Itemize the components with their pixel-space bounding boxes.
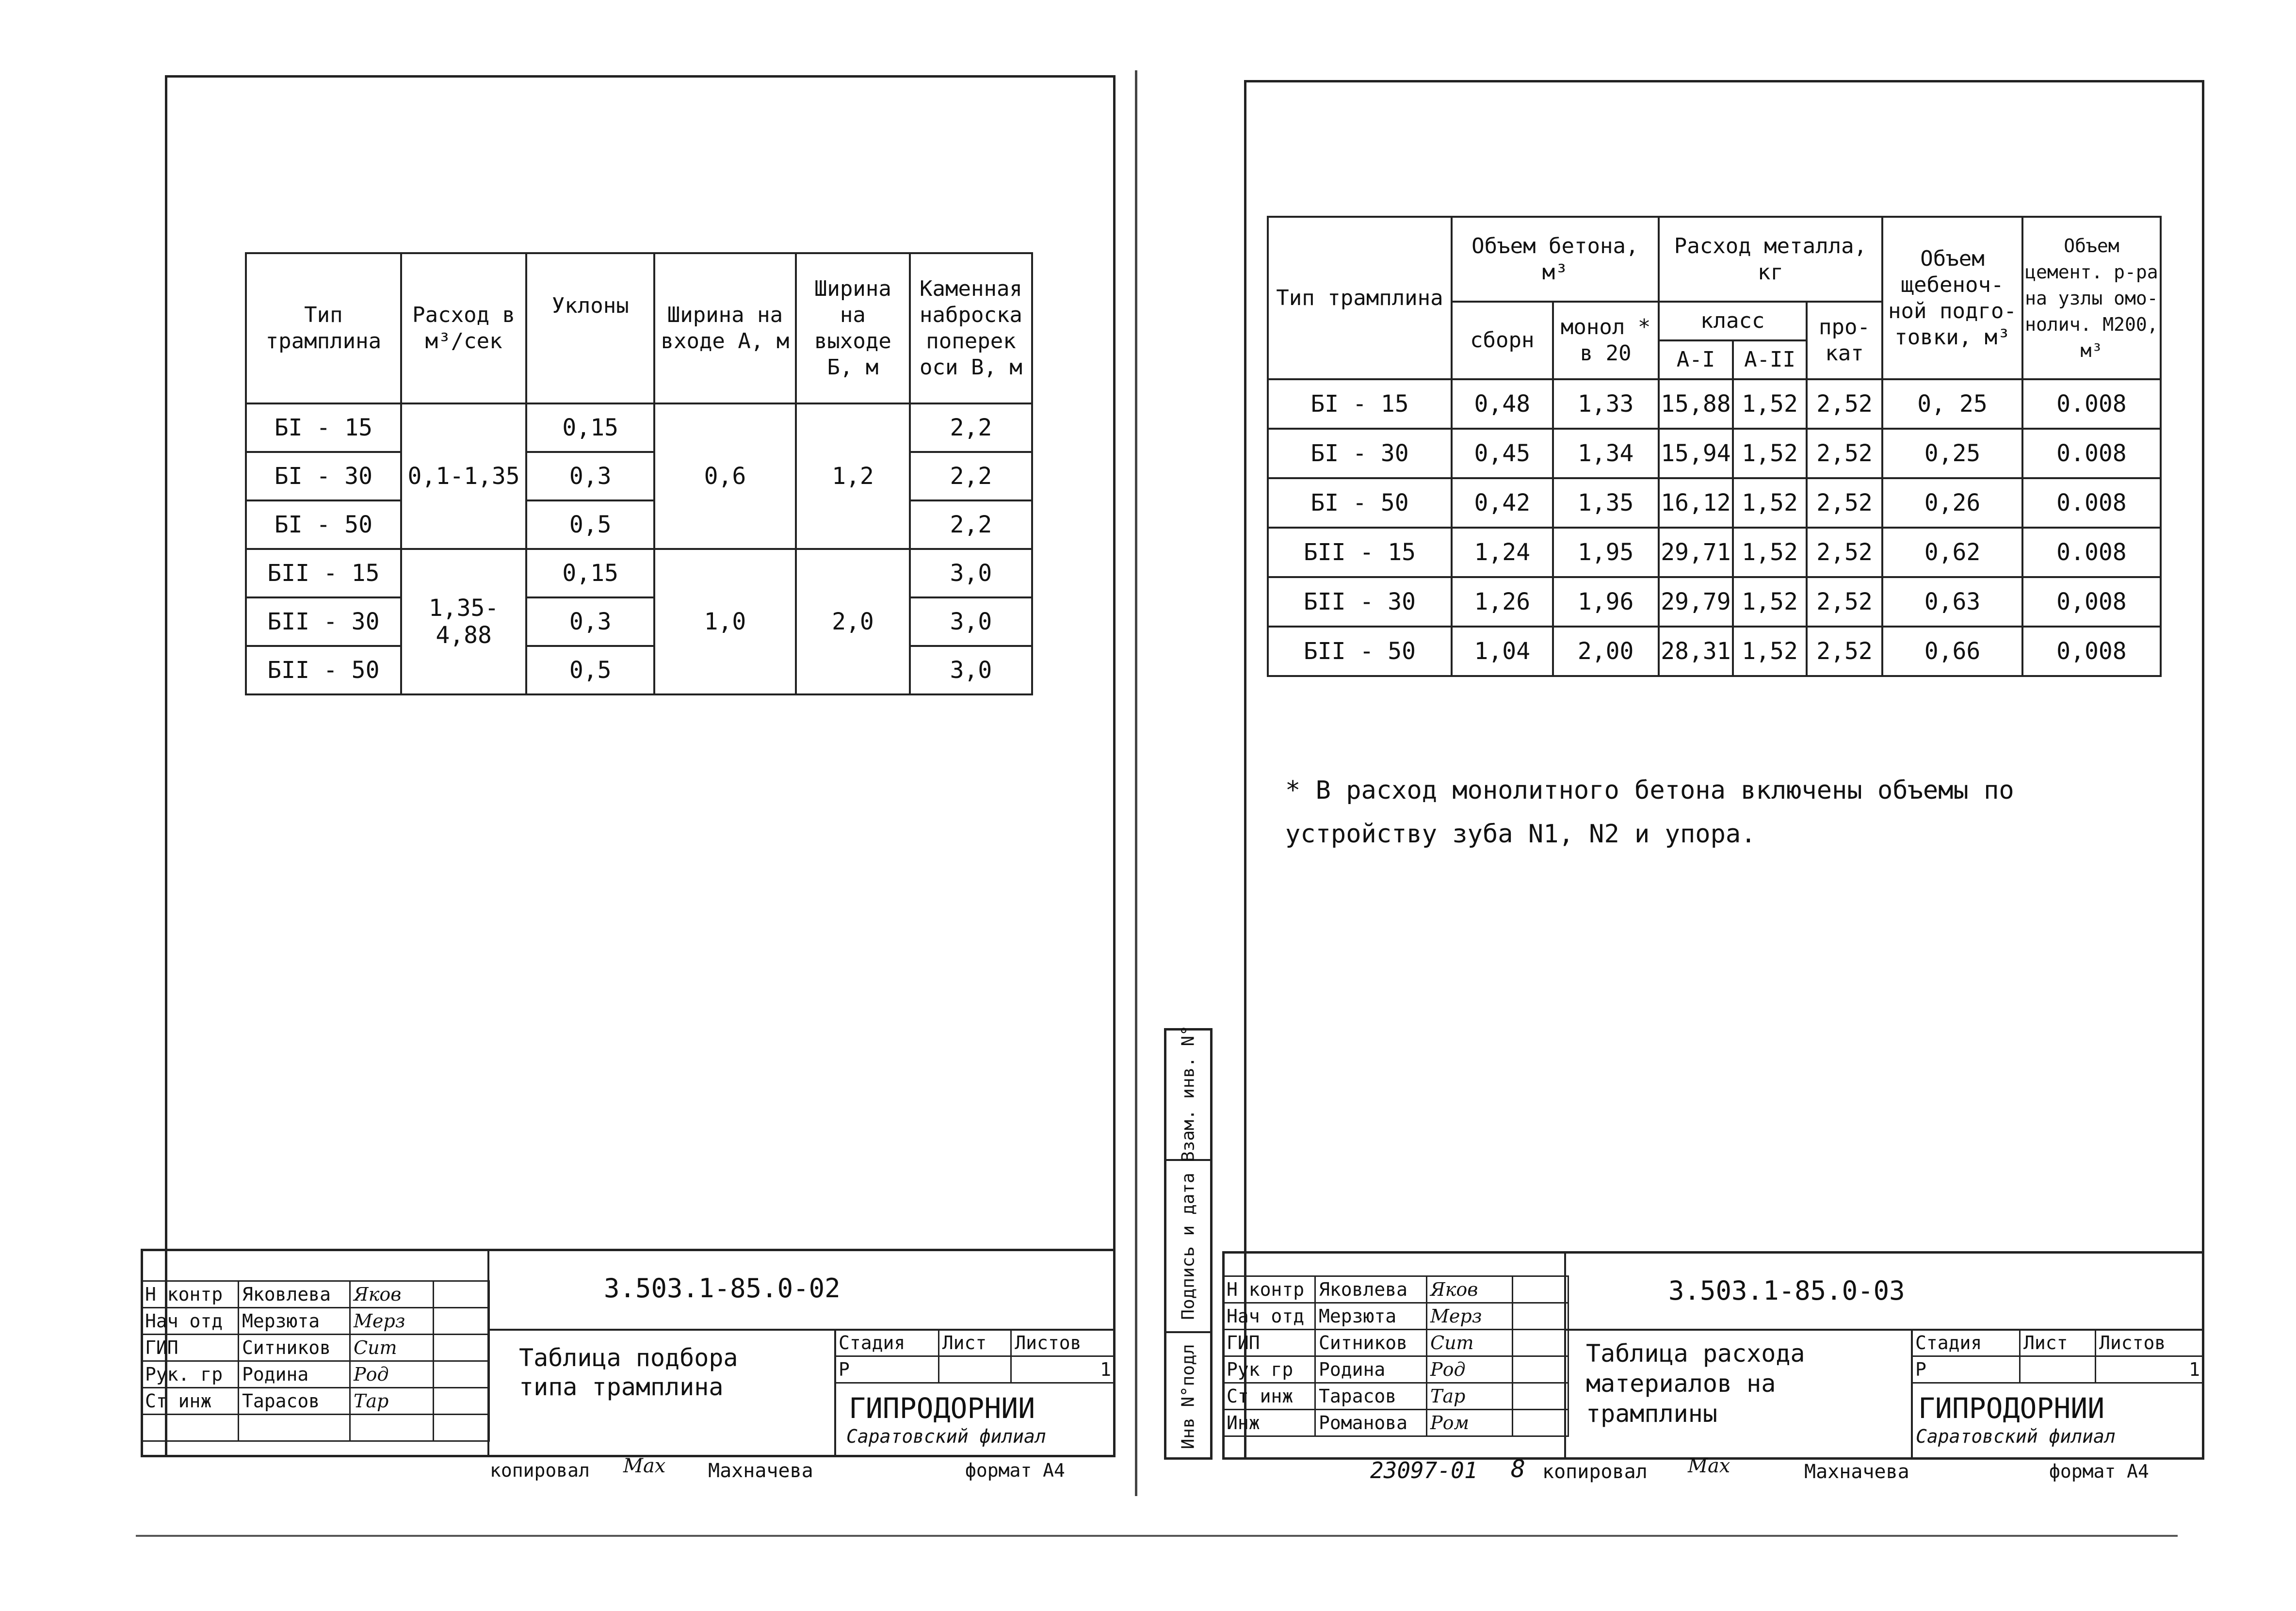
table-cell: 2,52 xyxy=(1807,627,1882,676)
table-cell: 29,79 xyxy=(1659,577,1733,627)
signature: Ром xyxy=(1427,1410,1513,1436)
sheet-label: Лист xyxy=(938,1330,1011,1356)
col-header-a2: А-II xyxy=(1733,340,1807,379)
table-cell: 0,1-1,35 xyxy=(401,403,527,549)
signature: Мерз xyxy=(350,1308,434,1335)
stage-label: Стадия xyxy=(1912,1330,2020,1356)
table-row xyxy=(1268,627,2161,676)
footer-copied: копировал xyxy=(490,1460,590,1481)
table-cell: 2,2 xyxy=(910,452,1032,500)
left-sheet-divider xyxy=(1135,70,1137,1496)
doc-code: 3.503.1-85.0-02 xyxy=(604,1273,841,1304)
sheets-value: 1 xyxy=(1011,1356,1115,1383)
table-cell: БI - 15 xyxy=(1268,379,1452,429)
role-label: ГИП xyxy=(142,1335,239,1361)
col-header-metal: Расход металла, кг xyxy=(1659,217,1883,302)
table-cell: 1,04 xyxy=(1452,627,1553,676)
footer-copied: копировал xyxy=(1542,1461,1648,1483)
table-cell: БI - 30 xyxy=(1268,429,1452,478)
table-cell: БI - 50 xyxy=(1268,478,1452,528)
table-cell: 1,35 xyxy=(1553,478,1659,528)
sheets-value: 1 xyxy=(2095,1356,2203,1383)
person-name: Яковлева xyxy=(1315,1276,1427,1303)
stage-grid xyxy=(1911,1329,2204,1384)
table-cell: 15,94 xyxy=(1659,429,1733,478)
table-cell: БII - 50 xyxy=(1268,627,1452,676)
col-header-rolled: про- кат xyxy=(1807,302,1882,379)
signature: Мерз xyxy=(1427,1303,1513,1330)
table-cell: 1,96 xyxy=(1553,577,1659,627)
col-header-type: Тип трамплина xyxy=(246,253,401,403)
sheet-value xyxy=(938,1356,1011,1383)
footer-copier: Махначева xyxy=(1804,1461,1909,1483)
table-cell: 2,52 xyxy=(1807,478,1882,528)
role-label: Н контр xyxy=(142,1281,239,1308)
person-name: Родина xyxy=(1315,1356,1427,1383)
role-label: Ст инж xyxy=(142,1388,239,1415)
col-header-width-in: Ширина на входе А, м xyxy=(654,253,796,403)
signature: Род xyxy=(1427,1356,1513,1383)
table-cell: 0,008 xyxy=(2022,577,2161,627)
col-header-stone: Каменная наброска поперек оси В, м xyxy=(910,253,1032,403)
footer-copier: Махначева xyxy=(708,1460,813,1482)
table-cell: 2,52 xyxy=(1807,429,1882,478)
role-label: Рук гр xyxy=(1223,1356,1315,1383)
table-cell: 28,31 xyxy=(1659,627,1733,676)
role-label: Ст инж xyxy=(1223,1383,1315,1410)
table-cell: 1,0 xyxy=(654,549,796,694)
stage-label: Стадия xyxy=(835,1330,939,1356)
table-cell: 1,95 xyxy=(1553,528,1659,577)
table-row xyxy=(1268,577,2161,627)
sheet-title: Таблица подбора типа трамплина xyxy=(519,1344,738,1401)
role-label: Инж xyxy=(1223,1410,1315,1436)
table-cell: 1,52 xyxy=(1733,429,1807,478)
table-cell: 2,52 xyxy=(1807,528,1882,577)
table-cell: БI - 30 xyxy=(246,452,401,500)
sheet-label: Лист xyxy=(2020,1330,2096,1356)
role-label: Нач отд xyxy=(142,1308,239,1335)
table-cell: 0.008 xyxy=(2022,379,2161,429)
table-cell: 1,52 xyxy=(1733,627,1807,676)
col-header-concrete: Объем бетона, м³ xyxy=(1452,217,1659,302)
table-cell: 3,0 xyxy=(910,549,1032,597)
person-name: Мерзюта xyxy=(239,1308,350,1335)
table-cell: 0,5 xyxy=(526,646,654,694)
person-name: Романова xyxy=(1315,1410,1427,1436)
sheets-label: Листов xyxy=(2095,1330,2203,1356)
table-cell: 0, 25 xyxy=(1882,379,2022,429)
table-cell: 1,24 xyxy=(1452,528,1553,577)
col-header-type: Тип трамплина xyxy=(1268,217,1452,379)
table-cell: БII - 30 xyxy=(1268,577,1452,627)
footer-inventory: 23097-01 xyxy=(1370,1457,1478,1483)
table-row xyxy=(1268,478,2161,528)
stage-value: Р xyxy=(835,1356,939,1383)
signature: Тар xyxy=(350,1388,434,1415)
person-name: Тарасов xyxy=(1315,1383,1427,1410)
footnote: * В расход монолитного бетона включены объемы по устройству зуба N1, N2 и упора. xyxy=(1285,776,2014,849)
table-cell: 0,62 xyxy=(1882,528,2022,577)
col-header-slopes: Уклоны xyxy=(526,253,654,403)
table-cell: БII - 15 xyxy=(1268,528,1452,577)
table-cell: 15,88 xyxy=(1659,379,1733,429)
table-cell: 0,63 xyxy=(1882,577,2022,627)
table-row xyxy=(1268,379,2161,429)
table-cell: 2,2 xyxy=(910,500,1032,549)
col-header-flow: Расход в м³/сек xyxy=(401,253,527,403)
table-cell: БII - 30 xyxy=(246,597,401,646)
table-cell: 2,2 xyxy=(910,403,1032,452)
person-name: Мерзюта xyxy=(1315,1303,1427,1330)
sheets-label: Листов xyxy=(1011,1330,1115,1356)
table-cell: 0,6 xyxy=(654,403,796,549)
table-cell: 0,008 xyxy=(2022,627,2161,676)
signature: Сит xyxy=(1427,1330,1513,1356)
table-cell: 1,52 xyxy=(1733,577,1807,627)
table-cell: 0,15 xyxy=(526,549,654,597)
person-name: Ситников xyxy=(239,1335,350,1361)
sheet-title: Таблица расхода материалов на трамплины xyxy=(1586,1339,1805,1428)
col-header-prefab: сборн xyxy=(1452,302,1553,379)
table-cell: БI - 15 xyxy=(246,403,401,452)
table-cell: 1,52 xyxy=(1733,478,1807,528)
table-cell: 0.008 xyxy=(2022,528,2161,577)
side-label-replacement: Взам. инв. N° xyxy=(1178,1025,1198,1162)
table-cell: 2,00 xyxy=(1553,627,1659,676)
col-header-mono: монол * в 20 xyxy=(1553,302,1659,379)
table-cell: БII - 50 xyxy=(246,646,401,694)
page-bottom-rule xyxy=(136,1535,2178,1537)
table-cell: 2,52 xyxy=(1807,577,1882,627)
table-cell: 0,66 xyxy=(1882,627,2022,676)
table-cell: 1,33 xyxy=(1553,379,1659,429)
org-branch: Саратовский филиал xyxy=(846,1426,1046,1447)
footer-copier-sign: Мах xyxy=(1688,1455,1730,1477)
role-label: ГИП xyxy=(1223,1330,1315,1356)
side-label-signature-date: Подпись и дата xyxy=(1178,1173,1198,1320)
signature: Яков xyxy=(1427,1276,1513,1303)
table-cell: БII - 15 xyxy=(246,549,401,597)
strip-divider xyxy=(1164,1331,1213,1333)
table-cell: 3,0 xyxy=(910,597,1032,646)
stage-value: Р xyxy=(1912,1356,2020,1383)
stage-grid xyxy=(834,1329,1116,1384)
signature: Яков xyxy=(350,1281,434,1308)
table-cell: 1,52 xyxy=(1733,528,1807,577)
signature: Тар xyxy=(1427,1383,1513,1410)
table-cell: 1,26 xyxy=(1452,577,1553,627)
table-cell: 0,3 xyxy=(526,597,654,646)
footer-format: формат А4 xyxy=(965,1460,1065,1481)
stamp-divider xyxy=(487,1249,489,1457)
person-name: Родина xyxy=(239,1361,350,1388)
footer-page: 8 xyxy=(1511,1455,1526,1483)
org-name: ГИПРОДОРНИИ xyxy=(1918,1392,2105,1425)
role-label: Нач отд xyxy=(1223,1303,1315,1330)
doc-code: 3.503.1-85.0-03 xyxy=(1668,1275,1905,1306)
stamp-divider xyxy=(1564,1251,1566,1460)
table-cell: 0.008 xyxy=(2022,429,2161,478)
table-cell: 1,2 xyxy=(796,403,910,549)
table-cell: 0.008 xyxy=(2022,478,2161,528)
left-signature-grid xyxy=(141,1280,490,1442)
table-cell: 1,35-4,88 xyxy=(401,549,527,694)
table-cell: 0,42 xyxy=(1452,478,1553,528)
table-cell: 16,12 xyxy=(1659,478,1733,528)
table-cell: 0,15 xyxy=(526,403,654,452)
right-materials-table xyxy=(1267,216,2162,677)
table-row xyxy=(1268,528,2161,577)
table-cell: 0,26 xyxy=(1882,478,2022,528)
sheet-value xyxy=(2020,1356,2096,1383)
right-signature-grid xyxy=(1222,1275,1569,1437)
side-label-inventory: Инв N°подл xyxy=(1178,1344,1198,1450)
person-name: Ситников xyxy=(1315,1330,1427,1356)
table-cell: 0,45 xyxy=(1452,429,1553,478)
role-label: Рук. гр xyxy=(142,1361,239,1388)
org-branch: Саратовский филиал xyxy=(1916,1426,2116,1447)
col-header-class: класс xyxy=(1659,302,1807,340)
table-cell: 2,52 xyxy=(1807,379,1882,429)
person-name: Яковлева xyxy=(239,1281,350,1308)
col-header-gravel: Объем щебеноч- ной подго- товки, м³ xyxy=(1882,217,2022,379)
table-cell: 0,3 xyxy=(526,452,654,500)
role-label: Н контр xyxy=(1223,1276,1315,1303)
table-cell: 3,0 xyxy=(910,646,1032,694)
table-cell: 0,25 xyxy=(1882,429,2022,478)
signature: Род xyxy=(350,1361,434,1388)
table-row xyxy=(1268,429,2161,478)
col-header-width-out: Ширина на выходе Б, м xyxy=(796,253,910,403)
signature: Сит xyxy=(350,1335,434,1361)
table-cell: 1,52 xyxy=(1733,379,1807,429)
table-cell: БI - 50 xyxy=(246,500,401,549)
table-cell: 0,48 xyxy=(1452,379,1553,429)
left-selection-table xyxy=(245,252,1033,695)
table-cell: 29,71 xyxy=(1659,528,1733,577)
person-name: Тарасов xyxy=(239,1388,350,1415)
col-header-cement: Объем цемент. р-ра на узлы омо- нолич. М200, м³ xyxy=(2022,217,2161,379)
table-cell: 2,0 xyxy=(796,549,910,694)
col-header-a1: А-I xyxy=(1659,340,1733,379)
footer-copier-sign: Мах xyxy=(623,1455,666,1477)
table-cell: 0,5 xyxy=(526,500,654,549)
table-cell: 1,34 xyxy=(1553,429,1659,478)
org-name: ГИПРОДОРНИИ xyxy=(849,1392,1035,1425)
footer-format: формат А4 xyxy=(2049,1461,2149,1482)
